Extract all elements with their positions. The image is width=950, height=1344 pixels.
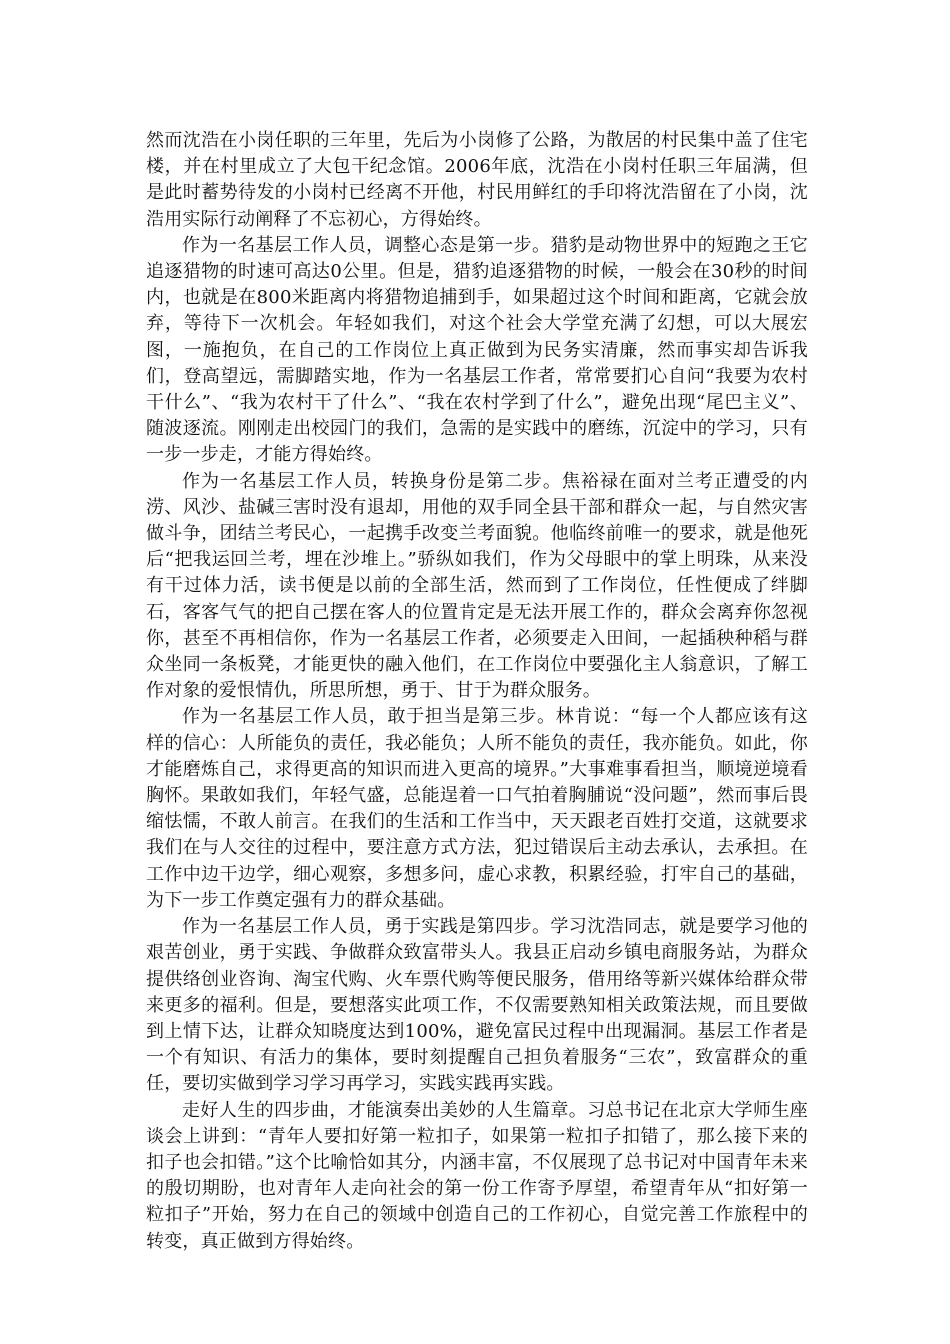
paragraph-6: 走好人生的四步曲，才能演奏出美妙的人生篇章。习总书记在北京大学师生座谈会上讲到：“青年人要扣好第一粒扣子，如果第一粒扣子扣错了，那么接下来的扣子也会扣错。”这个比喻恰如其分，内涵丰富，不仅展现了总书记对中国青年未来的殷切期盼，也对青年人走向社会的第一份工作寄予厚望，希望青年从“扣好第一粒扣子”开始，努力在自己的领域中创造自己的工作初心，自觉完善工作旅程中的转变，真正做到方得始终。 bbox=[146, 1099, 808, 1252]
paragraph-4: 作为一名基层工作人员，敢于担当是第三步。林肯说：“每一个人都应该有这样的信心：人所能负的责任，我必能负；人所不能负的责任，我亦能负。如此，你才能磨炼自己，求得更高的知识而进入更高的境界。”大事难事看担当，顺境逆境看胸怀。果敢如我们，年轻气盛，总能逞着一口气拍着胸脯说“没问题”，然而事后畏缩怯懦，不敢人前言。在我们的生活和工作当中，天天跟老百姓打交道，这就要求我们在与人交往的过程中，要注意方式方法，犯过错误后主动去承认，去承担。在工作中边干边学，细心观察，多想多问，虚心求教，积累经验，打牢自己的基础，为下一步工作奠定强有力的群众基础。 bbox=[146, 706, 808, 911]
paragraph-1: 然而沈浩在小岗任职的三年里，先后为小岗修了公路，为散居的村民集中盖了住宅楼，并在村里成立了大包干纪念馆。2006年底，沈浩在小岗村任职三年届满，但是此时蓄势待发的小岗村已经离不开他，村民用鲜红的手印将沈浩留在了小岗，沈浩用实际行动阐释了不忘初心，方得始终。 bbox=[146, 130, 808, 230]
paragraph-2: 作为一名基层工作人员，调整心态是第一步。猎豹是动物世界中的短跑之王它追逐猎物的时速可高达0公里。但是，猎豹追逐猎物的时候，一般会在30秒的时间内，也就是在800米距离内将猎物追捕到手，如果超过这个时间和距离，它就会放弃，等待下一次机会。年轻如我们，对这个社会大学堂充满了幻想，可以大展宏图，一施抱负，在自己的工作岗位上真正做到为民务实清廉，然而事实却告诉我们，登高望远，需脚踏实地，作为一名基层工作者，常常要扪心自问“我要为农村干什么”、“我为农村干了什么”、“我在农村学到了什么”，避免出现“尾巴主义”、随波逐流。刚刚走出校园门的我们，急需的是实践中的磨练，沉淀中的学习，只有一步一步走，才能方得始终。 bbox=[146, 234, 808, 466]
document-body bbox=[146, 128, 808, 1255]
paragraph-5: 作为一名基层工作人员，勇于实践是第四步。学习沈浩同志，就是要学习他的艰苦创业，勇于实践、争做群众致富带头人。我县正启动乡镇电商服务站，为群众提供络创业咨询、淘宝代购、火车票代购等便民服务，借用络等新兴媒体给群众带来更多的福利。但是，要想落实此项工作，不仅需要熟知相关政策法规，而且要做到上情下达，让群众知晓度达到100%，避免富民过程中出现漏洞。基层工作者是一个有知识、有活力的集体，要时刻提醒自己担负着服务“三农”，致富群众的重任，要切实做到学习学习再学习，实践实践再实践。 bbox=[146, 916, 808, 1095]
paragraph-3: 作为一名基层工作人员，转换身份是第二步。焦裕禄在面对兰考正遭受的内涝、风沙、盐碱三害时没有退却，用他的双手同全县干部和群众一起，与自然灾害做斗争，团结兰考民心，一起携手改变兰考面貌。他临终前唯一的要求，就是他死后“把我运回兰考，埋在沙堆上。”骄纵如我们，作为父母眼中的掌上明珠，从来没有干过体力活，读书便是以前的全部生活，然而到了工作岗位，任性便成了绊脚石，客客气气的把自己摆在客人的位置肯定是无法开展工作的，群众会离弃你忽视你，甚至不再相信你，作为一名基层工作者，必须要走入田间，一起插秧种稻与群众坐同一条板凳，才能更快的融入他们，在工作岗位中要强化主人翁意识，了解工作对象的爱恨情仇，所思所想，勇于、甘于为群众服务。 bbox=[146, 470, 808, 702]
